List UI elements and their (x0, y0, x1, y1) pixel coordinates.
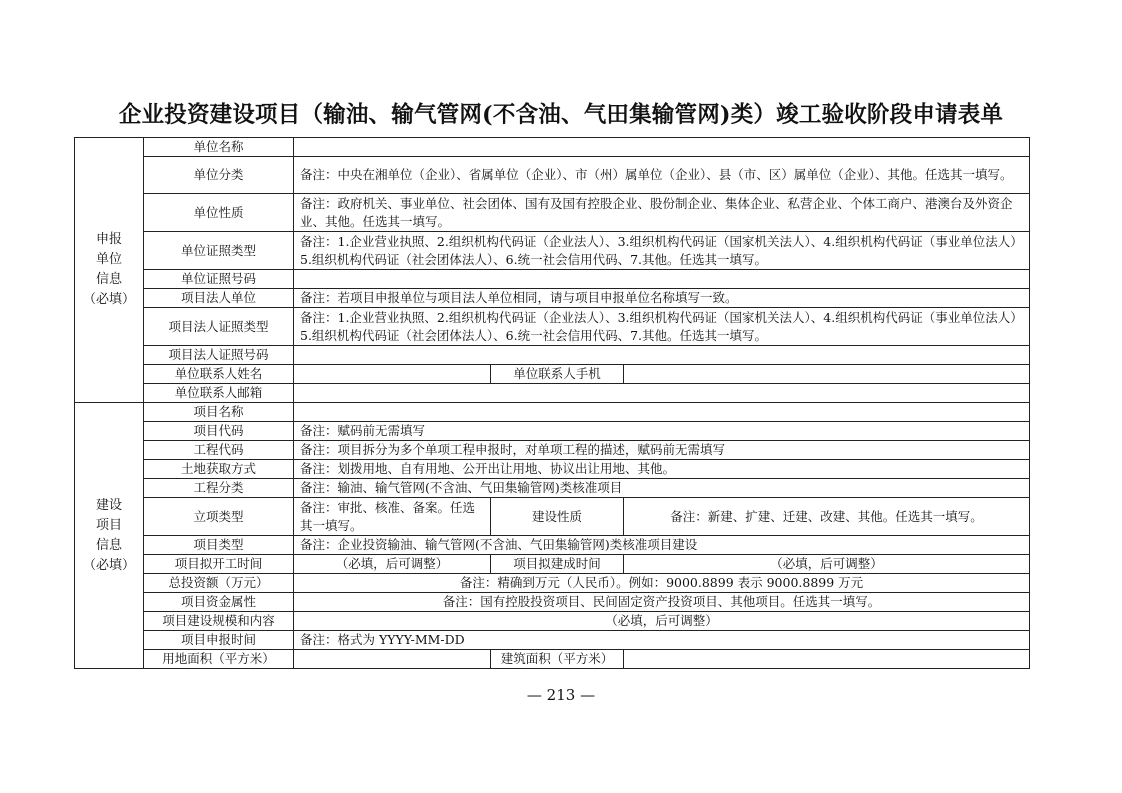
apply-time-field[interactable]: 备注：格式为 YYYY-MM-DD (294, 631, 1030, 650)
row-engineering-code (75, 441, 1030, 460)
engineering-code-label: 工程代码 (144, 441, 294, 460)
row-unit-cert-no (75, 270, 1030, 289)
section-project-label (75, 403, 144, 669)
page-title: 企业投资建设项目（输油、输气管网(不含油、气田集输管网)类）竣工验收阶段申请表单 (118, 102, 1004, 128)
engineering-code-field[interactable]: 备注：项目拆分为多个单项工程申报时，对单项工程的描述，赋码前无需填写 (294, 441, 1030, 460)
row-legal-cert-no (75, 346, 1030, 365)
legal-cert-type-field[interactable]: 备注：1.企业营业执照、2.组织机构代码证（企业法人）、3.组织机构代码证（国家机关法人）、4.组织机构代码证（事业单位法人）5.组织机构代码证（社会团体法人）、6.统一社会信用代码、7.其他。任选其一填写。 (294, 308, 1030, 346)
contact-name-label: 单位联系人姓名 (144, 365, 294, 384)
legal-cert-type-label: 项目法人证照类型 (144, 308, 294, 346)
contact-email-label: 单位联系人邮箱 (144, 384, 294, 403)
apply-time-label: 项目申报时间 (144, 631, 294, 650)
project-type-field[interactable]: 备注：企业投资输油、输气管网(不含油、气田集输管网)类核准项目建设 (294, 536, 1030, 555)
unit-cert-type-field[interactable]: 备注：1.企业营业执照、2.组织机构代码证（企业法人）、3.组织机构代码证（国家机关法人）、4.组织机构代码证（事业单位法人）5.组织机构代码证（社会团体法人）、6.统一社会信用代码、7.其他。任选其一填写。 (294, 232, 1030, 270)
building-area-label: 建筑面积（平方米） (491, 650, 624, 669)
completion-time-field[interactable]: （必填，后可调整） (624, 555, 1030, 574)
row-area (75, 650, 1030, 669)
row-unit-cert-type (75, 232, 1030, 270)
completion-time-label: 项目拟建成时间 (491, 555, 624, 574)
section-label-line: 项目 (95, 517, 122, 533)
row-project-code (75, 422, 1030, 441)
contact-name-field[interactable] (294, 365, 491, 384)
engineering-class-field[interactable]: 备注：输油、输气管网(不含油、气田集输管网)类核准项目 (294, 479, 1030, 498)
construction-nature-label: 建设性质 (491, 498, 624, 536)
row-project-name (75, 403, 1030, 422)
project-code-field[interactable]: 备注：赋码前无需填写 (294, 422, 1030, 441)
legal-cert-no-field[interactable] (294, 346, 1030, 365)
land-method-field[interactable]: 备注：划拨用地、自有用地、公开出让用地、协议出让用地、其他。 (294, 460, 1030, 479)
unit-nature-field[interactable]: 备注：政府机关、事业单位、社会团体、国有及国有控股企业、股份制企业、集体企业、私营企业、个体工商户、港澳台及外资企业、其他。任选其一填写。 (294, 194, 1030, 232)
engineering-class-label: 工程分类 (144, 479, 294, 498)
row-project-type (75, 536, 1030, 555)
row-legal-cert-type (75, 308, 1030, 346)
unit-cert-type-label: 单位证照类型 (144, 232, 294, 270)
project-code-label: 项目代码 (144, 422, 294, 441)
scale-content-label: 项目建设规模和内容 (144, 612, 294, 631)
section-label-line: 建设 (95, 497, 122, 513)
contact-email-field[interactable] (294, 384, 1030, 403)
section-label-line: （必填） (82, 557, 135, 573)
row-apply-time (75, 631, 1030, 650)
row-engineering-class (75, 479, 1030, 498)
fund-attribute-field[interactable]: 备注：国有控股投资项目、民间固定资产投资项目、其他项目。任选其一填写。 (294, 593, 1030, 612)
row-fund-attribute (75, 593, 1030, 612)
project-type-label: 项目类型 (144, 536, 294, 555)
row-approval-type (75, 498, 1030, 536)
row-scale-content (75, 612, 1030, 631)
unit-category-label: 单位分类 (144, 157, 294, 194)
row-unit-name (75, 138, 1030, 157)
row-contact (75, 365, 1030, 384)
unit-category-field[interactable]: 备注：中央在湘单位（企业）、省属单位（企业）、市（州）属单位（企业）、县（市、区）属单位（企业）、其他。任选其一填写。 (294, 157, 1030, 194)
unit-cert-no-label: 单位证照号码 (144, 270, 294, 289)
section-label-line: （必填） (82, 292, 135, 307)
start-time-label: 项目拟开工时间 (144, 555, 294, 574)
row-legal-unit (75, 289, 1030, 308)
page-number: — 213 — (526, 686, 596, 704)
row-unit-nature (75, 194, 1030, 232)
approval-type-label: 立项类型 (144, 498, 294, 536)
fund-attribute-label: 项目资金属性 (144, 593, 294, 612)
building-area-field[interactable] (624, 650, 1030, 669)
unit-nature-label: 单位性质 (144, 194, 294, 232)
legal-cert-no-label: 项目法人证照号码 (144, 346, 294, 365)
unit-name-label: 单位名称 (144, 138, 294, 157)
construction-nature-field[interactable]: 备注：新建、扩建、迁建、改建、其他。任选其一填写。 (624, 498, 1030, 536)
row-contact-email (75, 384, 1030, 403)
row-total-investment (75, 574, 1030, 593)
contact-phone-field[interactable] (624, 365, 1030, 384)
section-applicant-label (75, 138, 144, 403)
section-label-line: 信息 (95, 272, 122, 287)
start-time-field[interactable]: （必填，后可调整） (294, 555, 491, 574)
section-label-line: 申报 (95, 232, 122, 247)
approval-type-field[interactable]: 备注：审批、核准、备案。任选其一填写。 (294, 498, 491, 536)
project-name-field[interactable] (294, 403, 1030, 422)
application-form-table (74, 137, 1030, 669)
project-name-label: 项目名称 (144, 403, 294, 422)
row-unit-category (75, 157, 1030, 194)
row-schedule (75, 555, 1030, 574)
total-investment-field[interactable]: 备注：精确到万元（人民币）。例如：9000.8899 表示 9000.8899 万元 (294, 574, 1030, 593)
land-area-label: 用地面积（平方米） (144, 650, 294, 669)
land-method-label: 土地获取方式 (144, 460, 294, 479)
unit-name-field[interactable] (294, 138, 1030, 157)
scale-content-field[interactable]: （必填，后可调整） (294, 612, 1030, 631)
land-area-field[interactable] (294, 650, 491, 669)
unit-cert-no-field[interactable] (294, 270, 1030, 289)
section-label-line: 信息 (95, 537, 122, 553)
legal-unit-label: 项目法人单位 (144, 289, 294, 308)
legal-unit-field[interactable]: 备注：若项目申报单位与项目法人单位相同，请与项目申报单位名称填写一致。 (294, 289, 1030, 308)
contact-phone-label: 单位联系人手机 (491, 365, 624, 384)
section-label-line: 单位 (95, 252, 122, 267)
total-investment-label: 总投资额（万元） (144, 574, 294, 593)
row-land-method (75, 460, 1030, 479)
